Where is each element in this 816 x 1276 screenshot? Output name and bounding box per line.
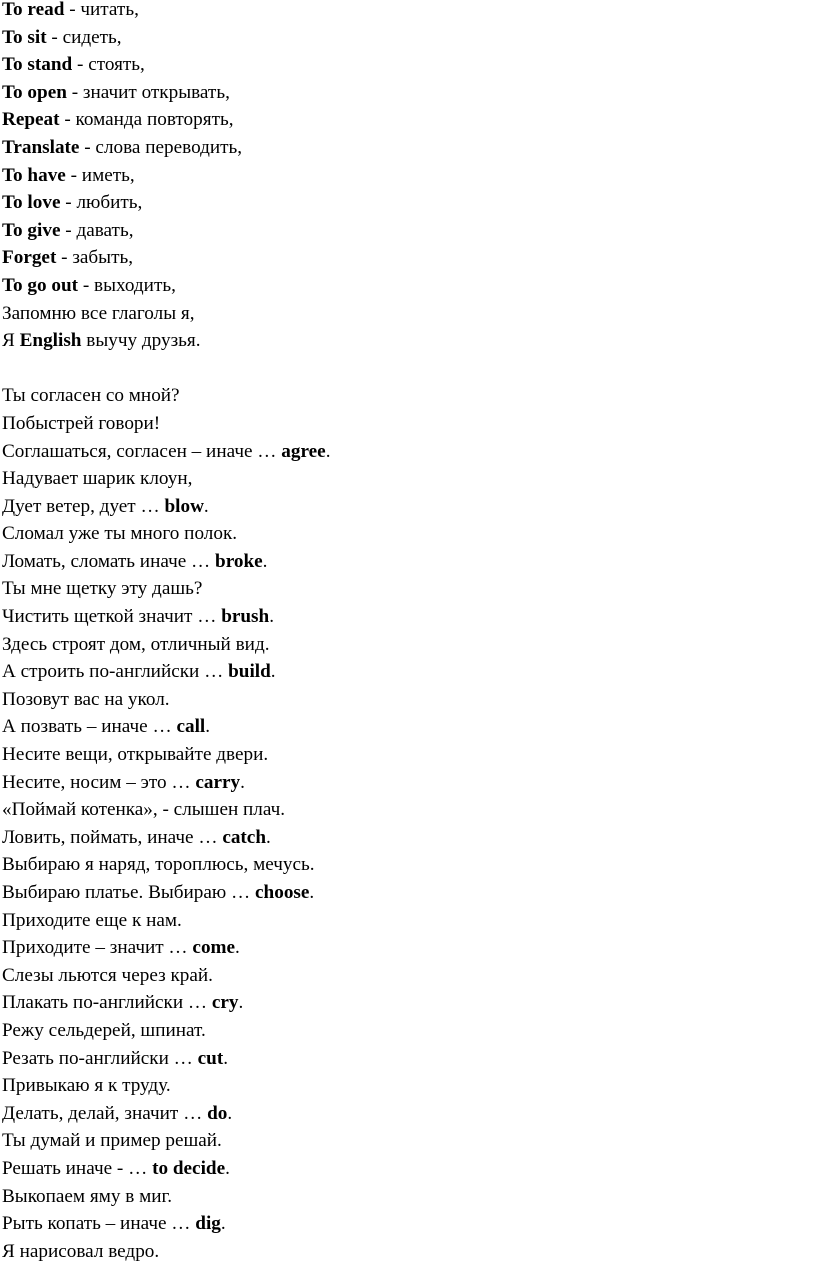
poem-line [2,879,814,907]
line-keyword: To sit [2,26,47,48]
line-text-after: . [309,882,315,903]
line-keyword: Translate [2,136,80,158]
line-text-after: . [203,495,209,517]
line-keyword: English [19,330,82,352]
line-text-after: . [220,1213,226,1235]
poem-line [2,0,814,24]
poem-line [2,106,814,134]
line-text: Надувает шарик клоун, [2,468,193,490]
line-text: Приходите – значит … [2,937,193,959]
line-keyword: blow [164,495,204,517]
poem-line [2,1127,814,1155]
line-keyword: To open [2,81,67,103]
line-keyword: To love [2,192,61,214]
line-keyword: To read [2,0,65,20]
line-text-after: . [227,1102,233,1124]
line-keyword: build [228,661,271,683]
stanza-verb-rhymes [2,382,814,1265]
line-text: Выбираю платье. Выбираю … [2,882,256,903]
poem-line [2,189,814,217]
document-page [2,0,814,1265]
poem-line [2,962,814,990]
poem-line [2,907,814,935]
line-text: Выкопаем яму в миг. [2,1185,172,1207]
line-text: А строить по-английски … [2,661,229,683]
poem-line [2,1017,814,1045]
poem-line [2,1045,814,1073]
poem-line [2,851,814,879]
stanza-verbs-list [2,0,814,355]
poem-line [2,575,814,603]
line-text-after: . [240,771,245,793]
line-text-after: . [235,937,240,959]
line-text: Несите вещи, открывайте двери. [2,744,269,766]
line-text: Я нарисовал ведро. [2,1240,160,1262]
line-text-after: . [269,606,274,628]
line-keyword: Repeat [2,109,60,131]
line-text-after: - значит открывать, [66,81,230,103]
line-text-after: . [262,550,268,572]
line-keyword: carry [195,771,241,793]
line-text: Позовут вас на укол. [2,688,170,710]
line-keyword: To have [2,164,66,186]
line-text: А позвать – иначе … [2,716,177,738]
poem-line [2,410,814,438]
line-keyword: cry [211,992,239,1014]
line-keyword: choose [255,882,310,903]
poem-line [2,796,814,824]
poem-line [2,24,814,52]
line-text: Слезы льются через край. [2,964,213,986]
poem-line [2,465,814,493]
line-text-after: - сидеть, [46,26,122,48]
poem-line [2,1238,814,1266]
poem-line [2,79,814,107]
line-text: Сломал уже ты много полок. [2,523,238,545]
poem-line [2,713,814,741]
line-text: Ты думай и пример решай. [2,1130,222,1152]
line-text: «Поймай котенка», - слышен плач. [2,799,286,821]
poem-line [2,631,814,659]
line-text: Ломать, сломать иначе … [2,550,216,572]
line-text: Решать иначе - … [2,1157,153,1179]
poem-line [2,603,814,631]
line-text: Привыкаю я к труду. [2,1075,171,1097]
poem-line [2,1100,814,1128]
poem-line [2,824,814,852]
line-text-after: - стоять, [72,54,145,76]
line-text-after: . [266,826,271,848]
line-text: Соглашаться, согласен – иначе … [2,440,282,462]
poem-line [2,217,814,245]
line-text-after: - любить, [60,192,143,214]
line-keyword: to decide [152,1157,226,1179]
line-keyword: brush [221,606,270,628]
poem-line [2,658,814,686]
poem-line [2,162,814,190]
line-text-after: - иметь, [65,164,135,186]
poem-line [2,382,814,410]
poem-line [2,1072,814,1100]
line-text: Несите, носим – это … [2,771,196,793]
line-text-after: . [325,440,331,462]
poem-line [2,548,814,576]
poem-line [2,244,814,272]
line-text-after: . [223,1047,229,1069]
poem-line [2,520,814,548]
line-text: Рыть копать – иначе … [2,1213,196,1235]
line-text: Я [2,330,20,352]
line-text-after: - читать, [64,0,139,20]
poem-line [2,686,814,714]
poem-line [2,769,814,797]
line-text: Ловить, поймать, иначе … [2,826,223,848]
poem-line [2,438,814,466]
line-text: Здесь строят дом, отличный вид. [2,633,270,655]
line-text: Выбираю я наряд, тороплюсь, мечусь. [2,854,315,876]
poem-line [2,934,814,962]
line-keyword: broke [215,550,263,572]
line-text: Побыстрей говори! [2,412,161,434]
poem-line [2,300,814,328]
poem-line [2,741,814,769]
line-keyword: To go out [2,274,79,296]
line-text-after: - забыть, [56,247,134,269]
line-keyword: To stand [2,54,73,76]
poem-line [2,1210,814,1238]
line-text-after: - команда повторять, [59,109,234,131]
line-text: Дует ветер, дует … [2,495,165,517]
poem-line [2,989,814,1017]
poem-line [2,272,814,300]
line-text: Делать, делай, значит … [2,1102,208,1124]
poem-line [2,493,814,521]
poem-line [2,134,814,162]
line-text: Ты мне щетку эту дашь? [2,578,203,600]
line-text: Ты согласен со мной? [2,385,180,407]
line-text: Чистить щеткой значит … [2,606,222,628]
line-text-after: . [205,716,211,738]
poem-line [2,51,814,79]
line-text: Приходите еще к нам. [2,909,182,931]
line-keyword: agree [281,440,326,462]
line-keyword: do [207,1102,228,1124]
line-keyword: To give [2,219,61,241]
line-text: Плакать по-английски … [2,992,212,1014]
line-text-after: - выходить, [78,274,176,296]
stanza-gap [2,355,814,383]
poem-line [2,1183,814,1211]
line-text-after: - слова переводить, [79,136,243,158]
line-keyword: cut [197,1047,224,1069]
line-text: Запомню все глаголы я, [2,302,195,324]
line-text-after: . [238,992,244,1014]
line-text-after: . [270,661,276,683]
line-text: Резать по-английски … [2,1047,198,1069]
line-keyword: come [192,937,236,959]
line-keyword: catch [222,826,266,848]
line-text-after: выучу друзья. [81,330,201,352]
line-text-after: - давать, [60,219,134,241]
line-text: Режу сельдерей, шпинат. [2,1019,206,1041]
line-text-after: . [225,1157,230,1179]
line-keyword: call [176,716,206,738]
line-keyword: Forget [2,247,57,269]
line-keyword: dig [195,1213,221,1235]
poem-line [2,327,814,355]
poem-line [2,1155,814,1183]
